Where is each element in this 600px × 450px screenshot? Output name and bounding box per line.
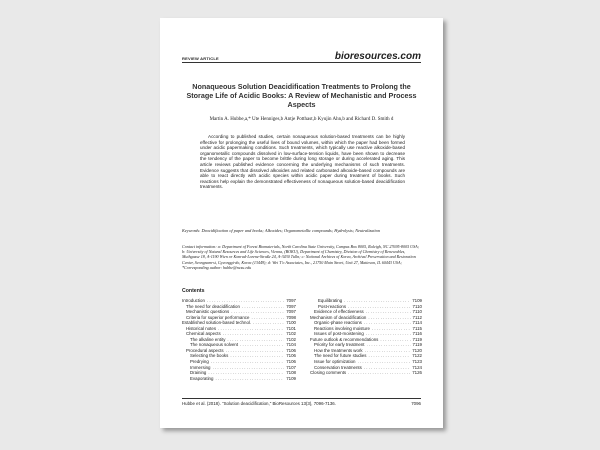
toc-entry xyxy=(182,376,296,382)
toc-entry-page: 7119 xyxy=(412,336,422,342)
toc-entry-label: Historical notes xyxy=(186,325,217,331)
toc-entry-label: The need for deacidification xyxy=(186,303,240,309)
toc-entry-label: Selecting the books xyxy=(190,353,229,359)
toc-entry-page: 7104 xyxy=(286,342,296,348)
toc-entry-page: 7122 xyxy=(412,353,422,359)
toc-entry-label: Draining xyxy=(190,370,207,376)
page-number: 7096 xyxy=(411,401,421,406)
toc-entry-page: 7110 xyxy=(412,309,422,315)
table-of-contents-left xyxy=(182,298,296,381)
toc-entry-label: Criteria for superior performance xyxy=(186,314,250,320)
toc-entry-label: Equilibrating xyxy=(318,298,343,303)
toc-entry-page: 7100 xyxy=(286,320,296,326)
contact-information: Contact information: a: Department of Forest Biomaterials, North Carolina State University, Campus Box 8005, Raleigh, NC 27695-8005 USA; b: University of Natural Resources and Life Sciences, Vienna, (BOKU), Department of Chemistry, Division of Chemistry of Renewables, Muthgasse 18, A-1190 Wien or Konrad-Lorenz-Straße 24, A-3430 Tulln; c: National Archives of Korea, Archival Preservation and Restoration Center, Seongnam-si, Gyeonggi-do, Korea (13449); d: Wei T'o Associates, Inc., 21750 Main Street, Unit 27, Matteson, IL 60443 USA; *Corresponding author: hubbe@ncsu.edu xyxy=(182,244,420,270)
journal-site-name: bioresources.com xyxy=(334,51,421,62)
toc-entry-page: 7097 xyxy=(286,303,296,309)
article-title: Nonaqueous Solution Deacidification Treatments to Prolong the Storage Life of Acidic Books: A Review of Mechanistic and Process Aspects xyxy=(186,82,417,109)
toc-entry-page: 7109 xyxy=(412,298,422,303)
toc-entry-label: Evaporating xyxy=(190,375,214,381)
toc-entry-page: 7114 xyxy=(412,320,422,326)
toc-entry-page: 7101 xyxy=(286,325,296,331)
toc-entry-page: 7124 xyxy=(412,364,422,370)
toc-entry-page: 7116 xyxy=(412,331,422,337)
toc-entry-label: Introduction xyxy=(182,298,205,303)
table-of-contents-right xyxy=(310,298,422,376)
page-footer xyxy=(182,398,421,406)
toc-entry-page: 7108 xyxy=(286,370,296,376)
toc-entry xyxy=(310,370,422,376)
toc-entry-page: 7123 xyxy=(412,359,422,365)
toc-entry-page: 7112 xyxy=(412,314,422,320)
toc-entry-page: 7097 xyxy=(286,309,296,315)
toc-entry-label: Chemical aspects xyxy=(186,331,221,337)
toc-entry-label: Immersing xyxy=(190,364,211,370)
toc-entry-page: 7126 xyxy=(412,370,422,376)
toc-entry-label: The nonaqueous solvent xyxy=(190,342,239,348)
toc-entry-page: 7106 xyxy=(286,359,296,365)
toc-entry-label: Reactions involving moisture xyxy=(314,325,370,331)
abstract: According to published studies, certain nonaqueous solution-based treatments can be highly effective for prolonging the useful lives of bound volumes, within which the paper had been formed under acidic papermaking conditions. Such treatments, which typically use reactive alkoxide-based organometallic compounds dissolved in low-surface-tension liquids, have been shown to decrease the tendency of the paper to become brittle during long storage or during accelerated aging. This article reviews published evidence concerning the underlying mechanisms of such treatments. Evidence suggests that dissolved alkoxides and related carbonated alkoxide-based compounds are able to react directly with acidic species within acidic paper during treatment of books. Such reactions help explain the demonstrated effectiveness of nonaqueous solution-based deacidification treatments. xyxy=(200,134,405,190)
toc-entry-page: 7110 xyxy=(412,303,422,309)
toc-entry-page: 7120 xyxy=(412,347,422,353)
toc-entry-label: Mechanistic questions xyxy=(186,309,230,315)
toc-entry-label: Closing comments xyxy=(310,370,347,376)
toc-entry-page: 7109 xyxy=(286,375,296,381)
toc-entry-label: Procedural aspects xyxy=(186,347,224,353)
toc-entry-label: Post-reactions xyxy=(318,303,347,309)
toc-entry-label: Predrying xyxy=(190,359,209,365)
contents-heading: Contents xyxy=(182,288,205,294)
citation-text: Hubbe et al. (2018). "Solution deacidification," BioResources 13(3), 7096-7136. xyxy=(182,401,336,406)
toc-entry-label: The alkaline entity xyxy=(190,336,226,342)
toc-entry-label: Evidence of effectiveness xyxy=(314,309,364,315)
toc-entry-label: Issues of post-moistening xyxy=(314,331,364,337)
toc-entry-label: The need for future studies xyxy=(314,353,367,359)
toc-entry-label: Established solution-based technol. xyxy=(182,320,252,326)
document-page xyxy=(160,18,443,428)
toc-entry-label: Mechanism of deacidification xyxy=(310,314,367,320)
toc-entry-page: 7102 xyxy=(286,331,296,337)
author-list: Martin A. Hubbe,a,* Ute Henniges,b Antje Potthast,b Kyujin Ahn,b and Richard D. Smith d xyxy=(209,117,394,122)
toc-leader-dots xyxy=(215,376,284,382)
toc-entry-page: 7119 xyxy=(412,342,422,348)
toc-entry-label: Conservation treatments xyxy=(314,364,362,370)
toc-entry-page: 7107 xyxy=(286,364,296,370)
article-type-label: REVIEW ARTICLE xyxy=(182,56,219,61)
toc-entry-page: 7106 xyxy=(286,353,296,359)
toc-entry-page: 7115 xyxy=(412,325,422,331)
toc-entry-page: 7098 xyxy=(286,314,296,320)
toc-entry-label: How the treatments work xyxy=(314,347,363,353)
toc-entry-label: Priority for early treatment xyxy=(314,342,365,348)
journal-header xyxy=(182,44,421,63)
toc-entry-page: 7106 xyxy=(286,347,296,353)
toc-entry-label: Organic-phase reactions xyxy=(314,320,362,326)
keywords: Keywords: Deacidification of paper and books; Alkoxides; Organometallic compounds; Hydrolysis; Neutralization xyxy=(182,228,381,233)
toc-leader-dots xyxy=(348,370,410,376)
toc-entry-label: Future outlook & recommendations xyxy=(310,336,379,342)
toc-entry-label: Issue for optimization xyxy=(314,359,356,365)
toc-entry-page: 7102 xyxy=(286,336,296,342)
toc-entry-page: 7097 xyxy=(286,298,296,303)
